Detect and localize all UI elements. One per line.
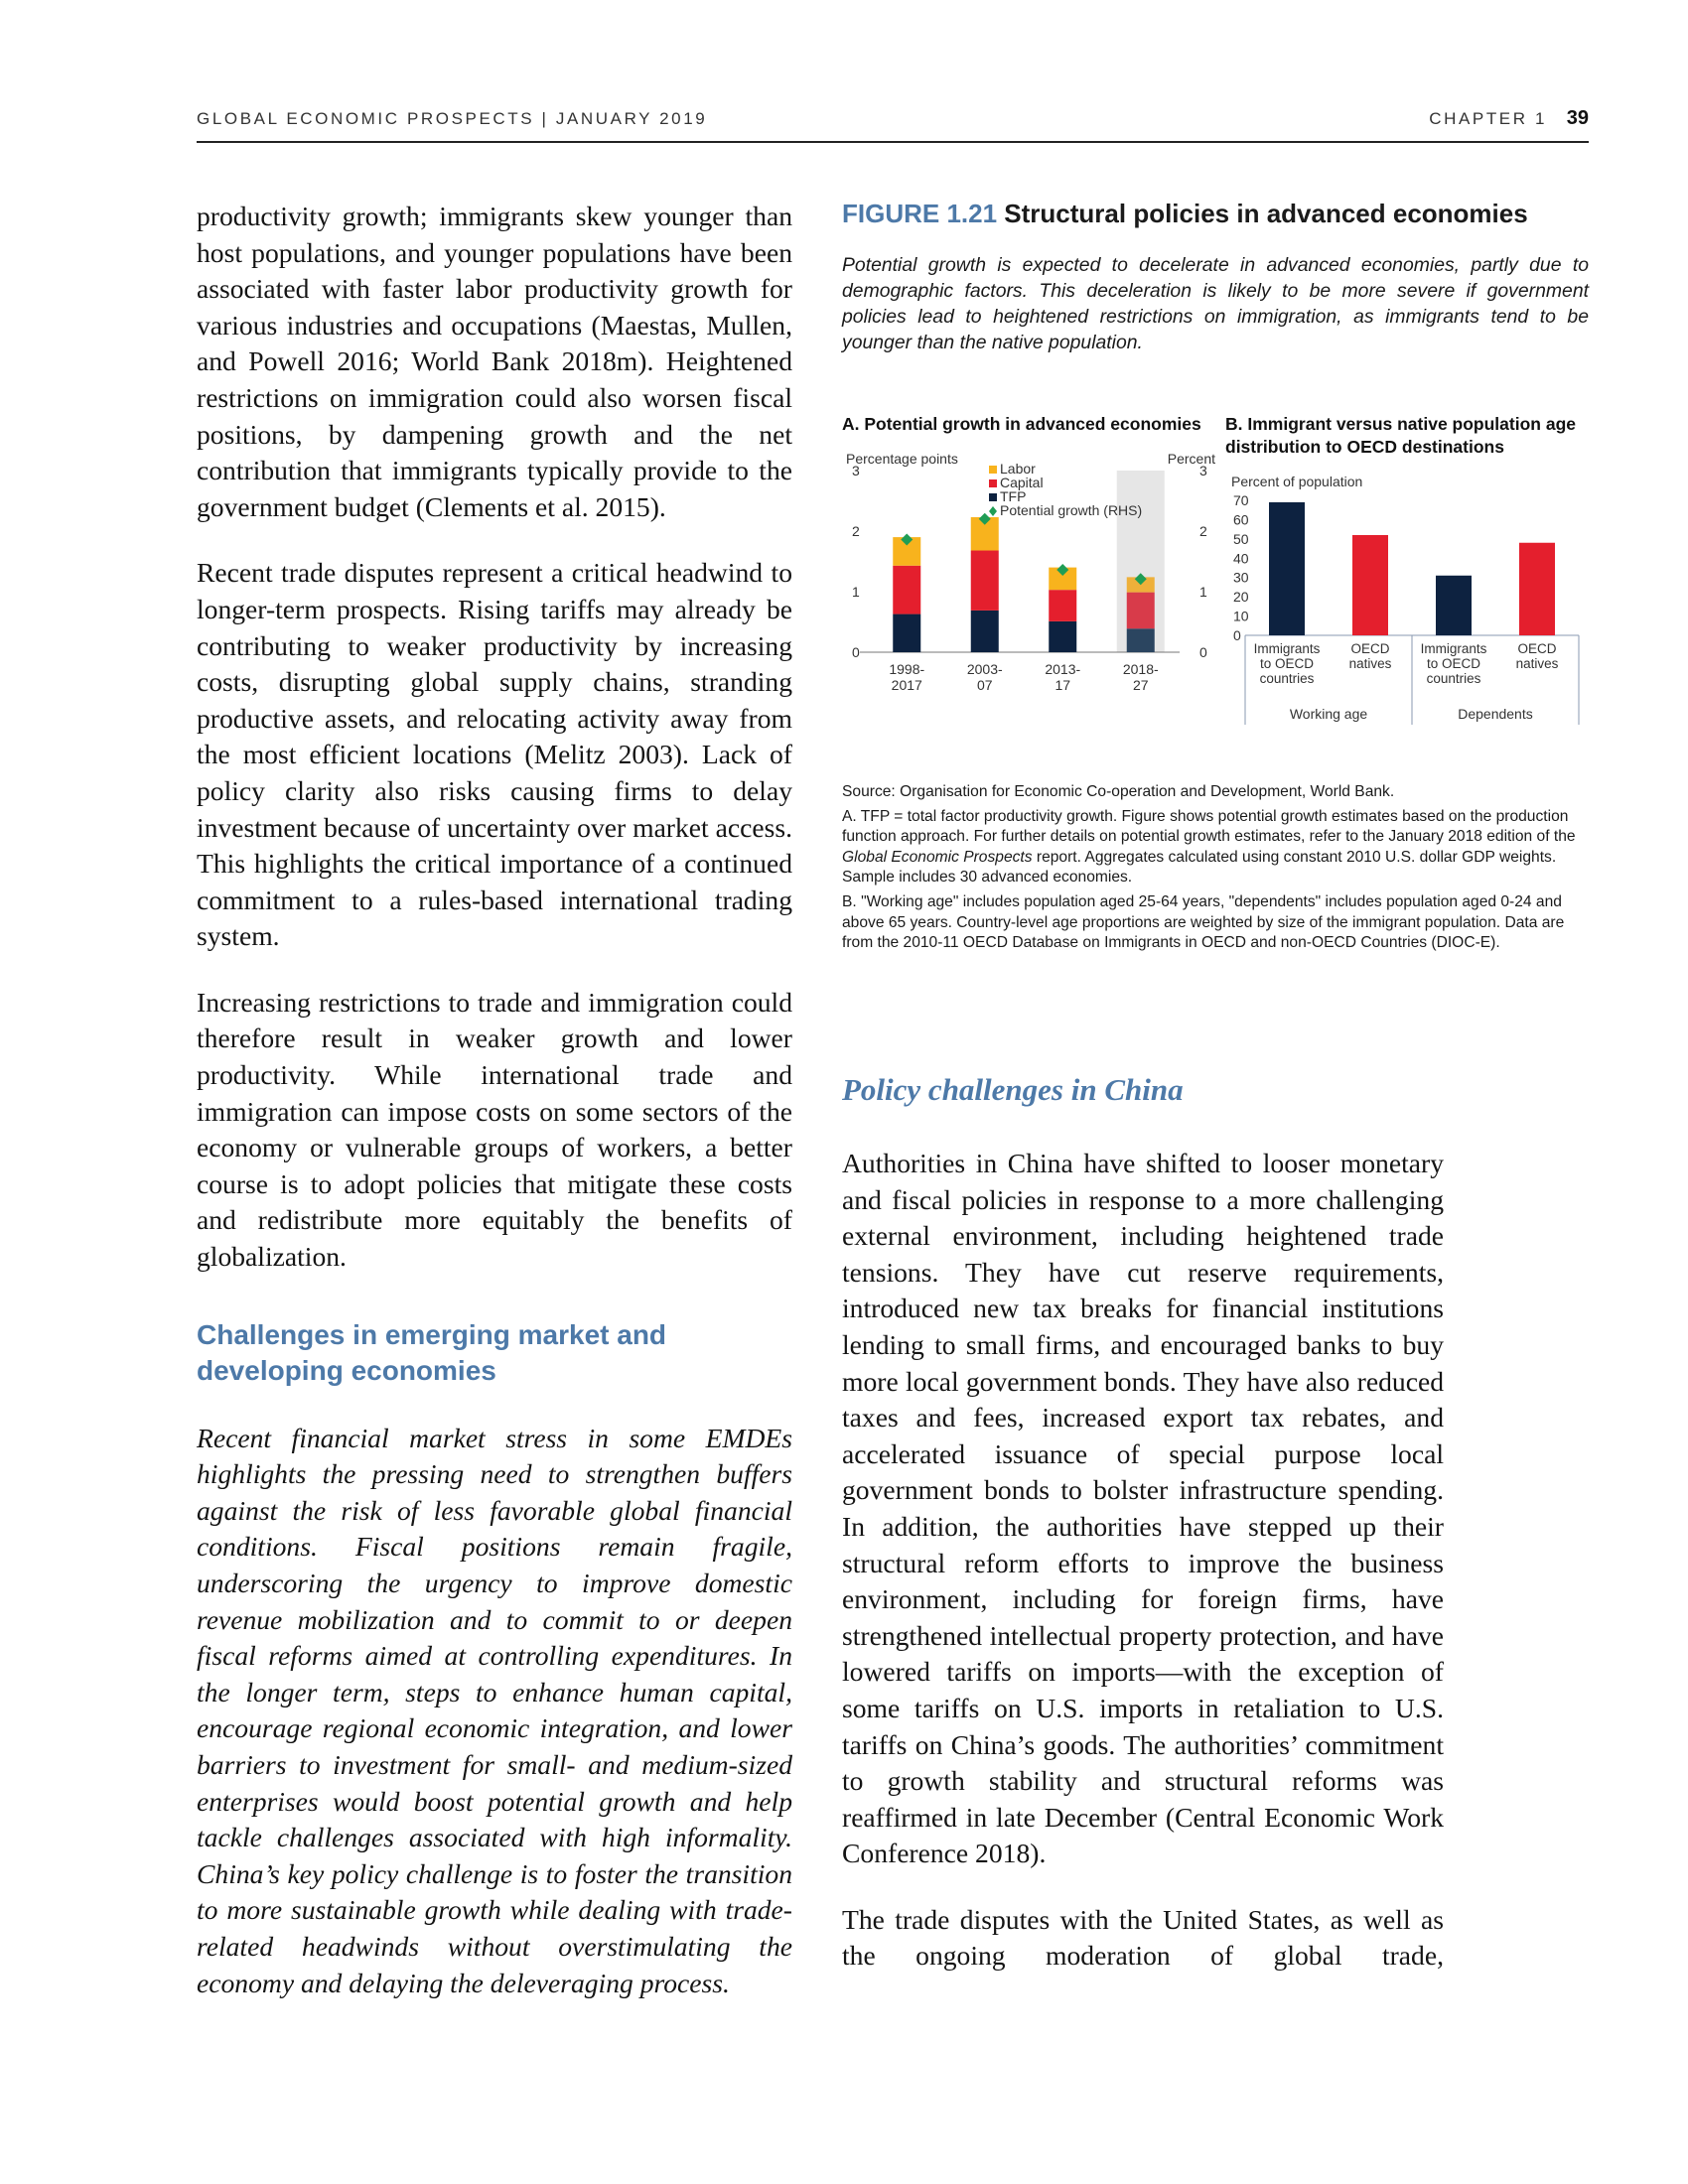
- figure-1-21: [842, 197, 1589, 722]
- note-a-text: A. TFP = total factor productivity growth. Figure shows potential growth estimates based on the production function approach. For further details on potential growth estimates, refer to the January 2018 edition of the: [842, 807, 1576, 846]
- y-tick-label: 30: [1233, 569, 1249, 586]
- header-rule: [197, 141, 1589, 143]
- bar-segment-capital: [1127, 593, 1155, 629]
- bar-segment-capital: [971, 551, 999, 611]
- y-axis-label: Percentage points: [846, 451, 958, 467]
- figure-notes: [842, 782, 1589, 958]
- x-tick-label: OECD: [1517, 641, 1557, 656]
- x-tick-label: to OECD: [1259, 656, 1315, 671]
- chart-a: [842, 436, 1219, 724]
- y-tick-label: 10: [1233, 608, 1249, 624]
- y-tick-label: 60: [1233, 511, 1249, 528]
- panel-a: [842, 413, 1219, 724]
- y-tick-label: 0: [852, 644, 860, 660]
- bar: [1519, 543, 1555, 635]
- x-tick-label: natives: [1515, 656, 1559, 671]
- body-paragraph: Authorities in China have shifted to looser monetary and fiscal policies in response to a more challenging external environment, including heightened trade tensions. They have cut reserve requirements, introduced new tax breaks for financial institutions lending to small firms, and encouraged banks to buy more local government bonds. They have also reduced taxes and fees, increased export tax rebates, and accelerated issuance of special purpose local government bonds to bolster infrastructure spending. In addition, the authorities have stepped up their structural reform efforts to improve the business environment, including for foreign firms, have strengthened intellectual property protection, and have lowered tariffs on imports—with the exception of some tariffs on U.S. imports in retaliation to U.S. tariffs on China’s goods. The authorities’ commitment to growth stability and structural reforms was reaffirmed in late December (Central Economic Work Conference 2018).: [842, 1148, 1444, 1869]
- x-tick-label: 2013-: [1045, 661, 1081, 677]
- note-a-text-end: report. Aggregates calculated using constant 2010 U.S. dollar GDP weights. Sample includes 30 advanced economies.: [842, 848, 1557, 887]
- running-header: [197, 105, 1589, 135]
- bar-segment-tfp: [1049, 621, 1076, 652]
- note-b: B. "Working age" includes population aged 25-64 years, "dependents" includes population aged 0-24 and above 65 years. Country-level age proportions are weighted by size of the immigrant population. Data are from the 2010-11 OECD Database on Immigrants in OECD and non-OECD Countries (DIOC-E).: [842, 892, 1565, 952]
- publication-title: GLOBAL ECONOMIC PROSPECTS | JANUARY 2019: [197, 109, 708, 128]
- right-column: [842, 1072, 1444, 1975]
- y-tick-label: 1: [852, 584, 860, 600]
- x-tick-label: countries: [1426, 671, 1481, 686]
- y2-tick-label: 1: [1199, 584, 1207, 600]
- figure-number: FIGURE 1.21: [842, 199, 998, 228]
- chart-b: [1225, 459, 1589, 747]
- y2-tick-label: 3: [1199, 463, 1207, 478]
- legend-swatch: [989, 493, 997, 501]
- y-tick-label: 50: [1233, 530, 1249, 547]
- summary-paragraph: Recent financial market stress in some EMDEs highlights the pressing need to strengthen buffers against the risk of less favorable global financial conditions. Fiscal positions remain fragile, underscoring the urgency to improve domestic revenue mobilization and to commit to or deepen fiscal reforms aimed at controlling expenditures. In the longer term, steps to enhance human capital, encourage regional economic integration, and lower barriers to investment for small- and medium-sized enterprises would boost potential growth and help tackle challenges associated with high informality. China’s key policy challenge is to foster the transition to more sustainable growth while dealing with trade-related headwinds without overstimulating the economy and delaying the deleveraging process.: [197, 1422, 792, 1998]
- y-tick-label: 40: [1233, 550, 1249, 567]
- bar-segment-tfp: [971, 611, 999, 652]
- body-paragraph: The trade disputes with the United States, as well as the ongoing moderation of global trade,: [842, 1903, 1444, 1972]
- body-paragraph: Recent trade disputes represent a critical headwind to longer-term prospects. Rising tariffs may already be contributing to weaker productivity by increasing costs, disrupting global supply chains, stranding productive assets, and relocating activity away from the most efficient locations (Melitz 2003). Lack of policy clarity also risks causing firms to delay investment because of uncertainty over market access. This highlights the critical importance of a continued commitment to a rules-based international trading system.: [197, 557, 792, 952]
- note-a: [842, 807, 1589, 888]
- body-paragraph: productivity growth; immigrants skew younger than host populations, and younger populations have been associated with faster labor productivity growth for various industries and occupations (Maestas, Mullen, and Powell 2016; World Bank 2018m). Heightened restrictions on immigration could also worsen fiscal positions, by dampening growth and the net contribution that immigrants typically provide to the government budget (Clements et al. 2015).: [197, 201, 792, 522]
- x-tick-label: Immigrants: [1420, 641, 1487, 656]
- group-label: Dependents: [1458, 706, 1533, 722]
- legend-label: Potential growth (RHS): [1000, 502, 1143, 518]
- left-column: [197, 199, 792, 2001]
- x-tick-label: 2017: [891, 677, 922, 693]
- x-tick-label: natives: [1348, 656, 1392, 671]
- bar: [1352, 535, 1388, 635]
- legend-label: TFP: [1000, 488, 1027, 504]
- x-tick-label: Immigrants: [1253, 641, 1321, 656]
- legend-label: Labor: [1000, 461, 1036, 477]
- y2-axis-label: Percent: [1167, 451, 1215, 467]
- y2-tick-label: 0: [1199, 644, 1207, 660]
- subsection-heading: Policy challenges in China: [842, 1072, 1184, 1107]
- x-tick-label: 1998-: [889, 661, 925, 677]
- legend-marker: [989, 506, 997, 516]
- panel-b-title: B. Immigrant versus native population age distribution to OECD destinations: [1225, 414, 1576, 457]
- page-number: 39: [1566, 107, 1589, 129]
- panel-b: [1225, 413, 1589, 747]
- x-tick-label: 17: [1055, 677, 1071, 693]
- y-tick-label: 2: [852, 523, 860, 539]
- bar-segment-capital: [893, 566, 920, 614]
- legend-swatch: [989, 479, 997, 487]
- figure-title: [842, 197, 1589, 230]
- x-tick-label: 27: [1132, 677, 1149, 693]
- group-label: Working age: [1289, 706, 1368, 722]
- legend-label: Capital: [1000, 475, 1044, 490]
- bar: [1269, 502, 1305, 635]
- y-tick-label: 3: [852, 463, 860, 478]
- body-paragraph: Increasing restrictions to trade and immigration could therefore result in weaker growth and lower productivity. While international trade and immigration can impose costs on some sectors of the economy or vulnerable groups of workers, a better course is to adopt policies that mitigate these costs and redistribute more equitably the benefits of globalization.: [197, 986, 792, 1273]
- x-tick-label: 07: [976, 677, 993, 693]
- bar-segment-tfp: [1127, 628, 1155, 652]
- source-note: Source: Organisation for Economic Co-operation and Development, World Bank.: [842, 783, 1395, 800]
- bar-segment-tfp: [893, 614, 920, 652]
- y-axis-label: Percent of population: [1231, 474, 1363, 489]
- x-tick-label: countries: [1259, 671, 1315, 686]
- figure-title-text: Structural policies in advanced economies: [1004, 199, 1528, 228]
- x-tick-label: 2018-: [1122, 661, 1159, 677]
- bar-segment-capital: [1049, 590, 1076, 621]
- bar: [1436, 576, 1472, 635]
- figure-subtitle: Potential growth is expected to decelerate in advanced economies, partly due to demographic factors. This deceleration is likely to be more severe if government policies lead to heightened restrictions on immigration, as immigrants tend to be younger than the native population.: [842, 254, 1589, 353]
- legend-swatch: [989, 466, 997, 474]
- section-heading: Challenges in emerging market and developing economies: [197, 1318, 667, 1386]
- note-a-italic: Global Economic Prospects: [842, 848, 1033, 866]
- x-tick-label: OECD: [1350, 641, 1390, 656]
- y-tick-label: 20: [1233, 589, 1249, 606]
- y2-tick-label: 2: [1199, 523, 1207, 539]
- panel-a-title: A. Potential growth in advanced economies: [842, 414, 1201, 434]
- x-tick-label: to OECD: [1426, 656, 1481, 671]
- x-tick-label: 2003-: [966, 661, 1003, 677]
- chapter-label: CHAPTER 1: [1429, 109, 1547, 128]
- y-tick-label: 70: [1233, 492, 1249, 508]
- y-tick-label: 0: [1233, 627, 1241, 643]
